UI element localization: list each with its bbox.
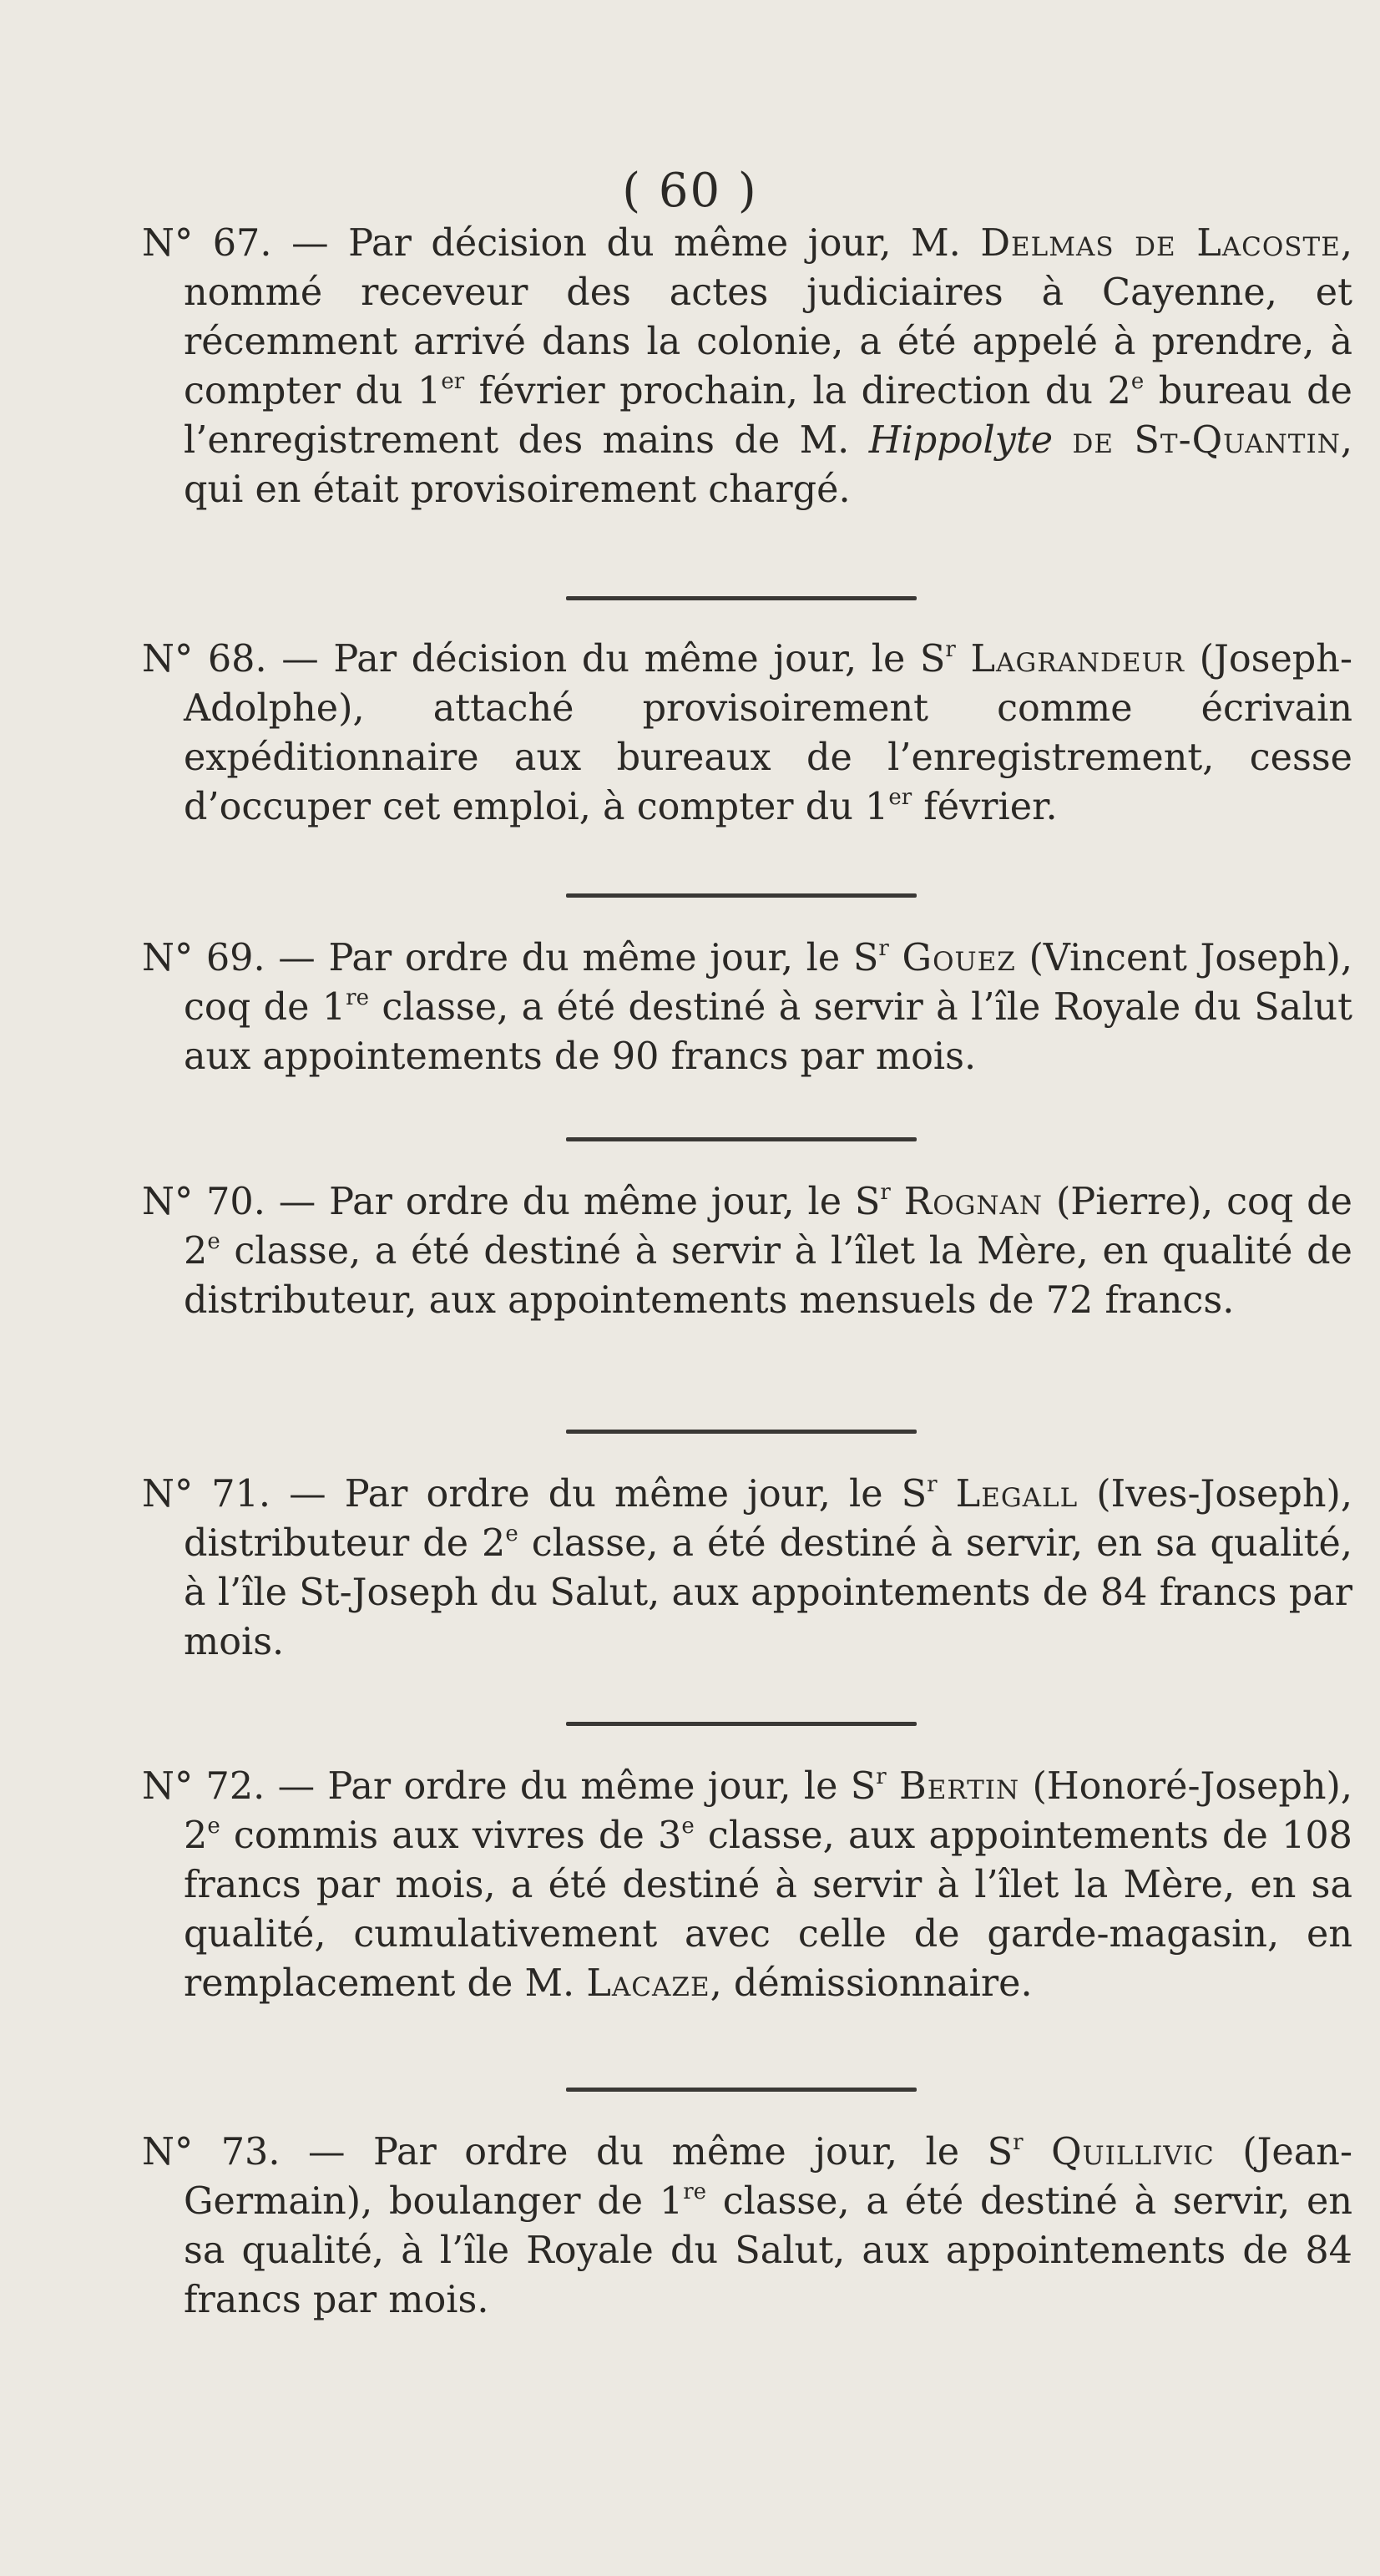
entry-number: N° 68. [142,638,267,681]
separator-rule [566,1722,917,1726]
entry-72: N° 72. — Par ordre du même jour, le $S^r$ Bertin (Honoré-Joseph), 2e commis aux vivres de 3e classe, aux appointements de 108 francs par mois, a été destiné à servir à l’îlet la Mère, en sa qualité, cumulativement avec celle de garde-magasin, en remplacement de M. Lacaze, démissionnaire. [142,1764,1353,2005]
person-firstname: Hippolyte [868,419,1054,462]
person-name: Rognan [903,1181,1044,1223]
separator-rule [566,2088,917,2092]
person-name: Legall [955,1473,1079,1516]
entry-number: N° 73. [142,2131,281,2174]
person-name: Quillivic [1051,2131,1215,2174]
entry-67: N° 67. — Par décision du même jour, M. Delmas de Lacoste, nommé receveur des actes judiciaires à Cayenne, et récemment arrivé dans la colonie, a été appelé à prendre, à compter du 1er février prochain, la direction du 2e bureau de l’enregistrement des mains de M. Hippolyte de St-Quantin, qui en était provisoirement chargé. [142,222,1353,511]
person-name: Bertin [899,1765,1020,1808]
entry-number: N° 70. [142,1181,265,1223]
page-number: ( 60 ) [622,164,758,218]
separator-rule [566,596,917,600]
entry-number: N° 72. [142,1765,265,1808]
person-name: Gouez [902,937,1016,979]
person-name: de St-Quantin [1072,419,1341,462]
separator-rule [566,1430,917,1434]
separator-rule [566,1137,917,1141]
entry-68: N° 68. — Par décision du même jour, le $S^r$ Lagrandeur (Joseph-Adolphe), attaché provisoirement comme écrivain expéditionnaire aux bureaux de l’enregistrement, cesse d’occuper cet emploi, à compter du 1er février. [142,637,1352,828]
entry-71: N° 71. — Par ordre du même jour, le $S^r$ Legall (Ives-Joseph), distributeur de 2e classe, a été destiné à servir, en sa qualité, à l’île St-Joseph du Salut, aux appointements de 84 francs par mois. [142,1472,1353,1663]
entry-number: N° 69. [142,937,265,979]
person-name: Lacaze [586,1962,710,2005]
entry-70: N° 70. — Par ordre du même jour, le $S^r$ Rognan (Pierre), coq de 2e classe, a été destiné à servir à l’îlet la Mère, en qualité de distributeur, aux appointements mensuels de 72 francs. [142,1180,1352,1322]
entry-number: N° 71. [142,1473,271,1516]
separator-rule [566,893,917,898]
entry-73: N° 73. — Par ordre du même jour, le $S^r$ Quillivic (Jean-Germain), boulanger de 1re classe, a été destiné à servir, en sa qualité, à l’île Royale du Salut, aux appointements de 84 francs par mois. [142,2130,1352,2321]
entry-number: N° 67. [142,222,272,265]
entry-69: N° 69. — Par ordre du même jour, le $S^r$ Gouez (Vincent Joseph), coq de 1re classe, a été destiné à servir à l’île Royale du Salut aux appointements de 90 francs par mois. [142,936,1352,1078]
person-name: Lagrandeur [970,638,1185,681]
person-name: Delmas de Lacoste [980,222,1341,265]
